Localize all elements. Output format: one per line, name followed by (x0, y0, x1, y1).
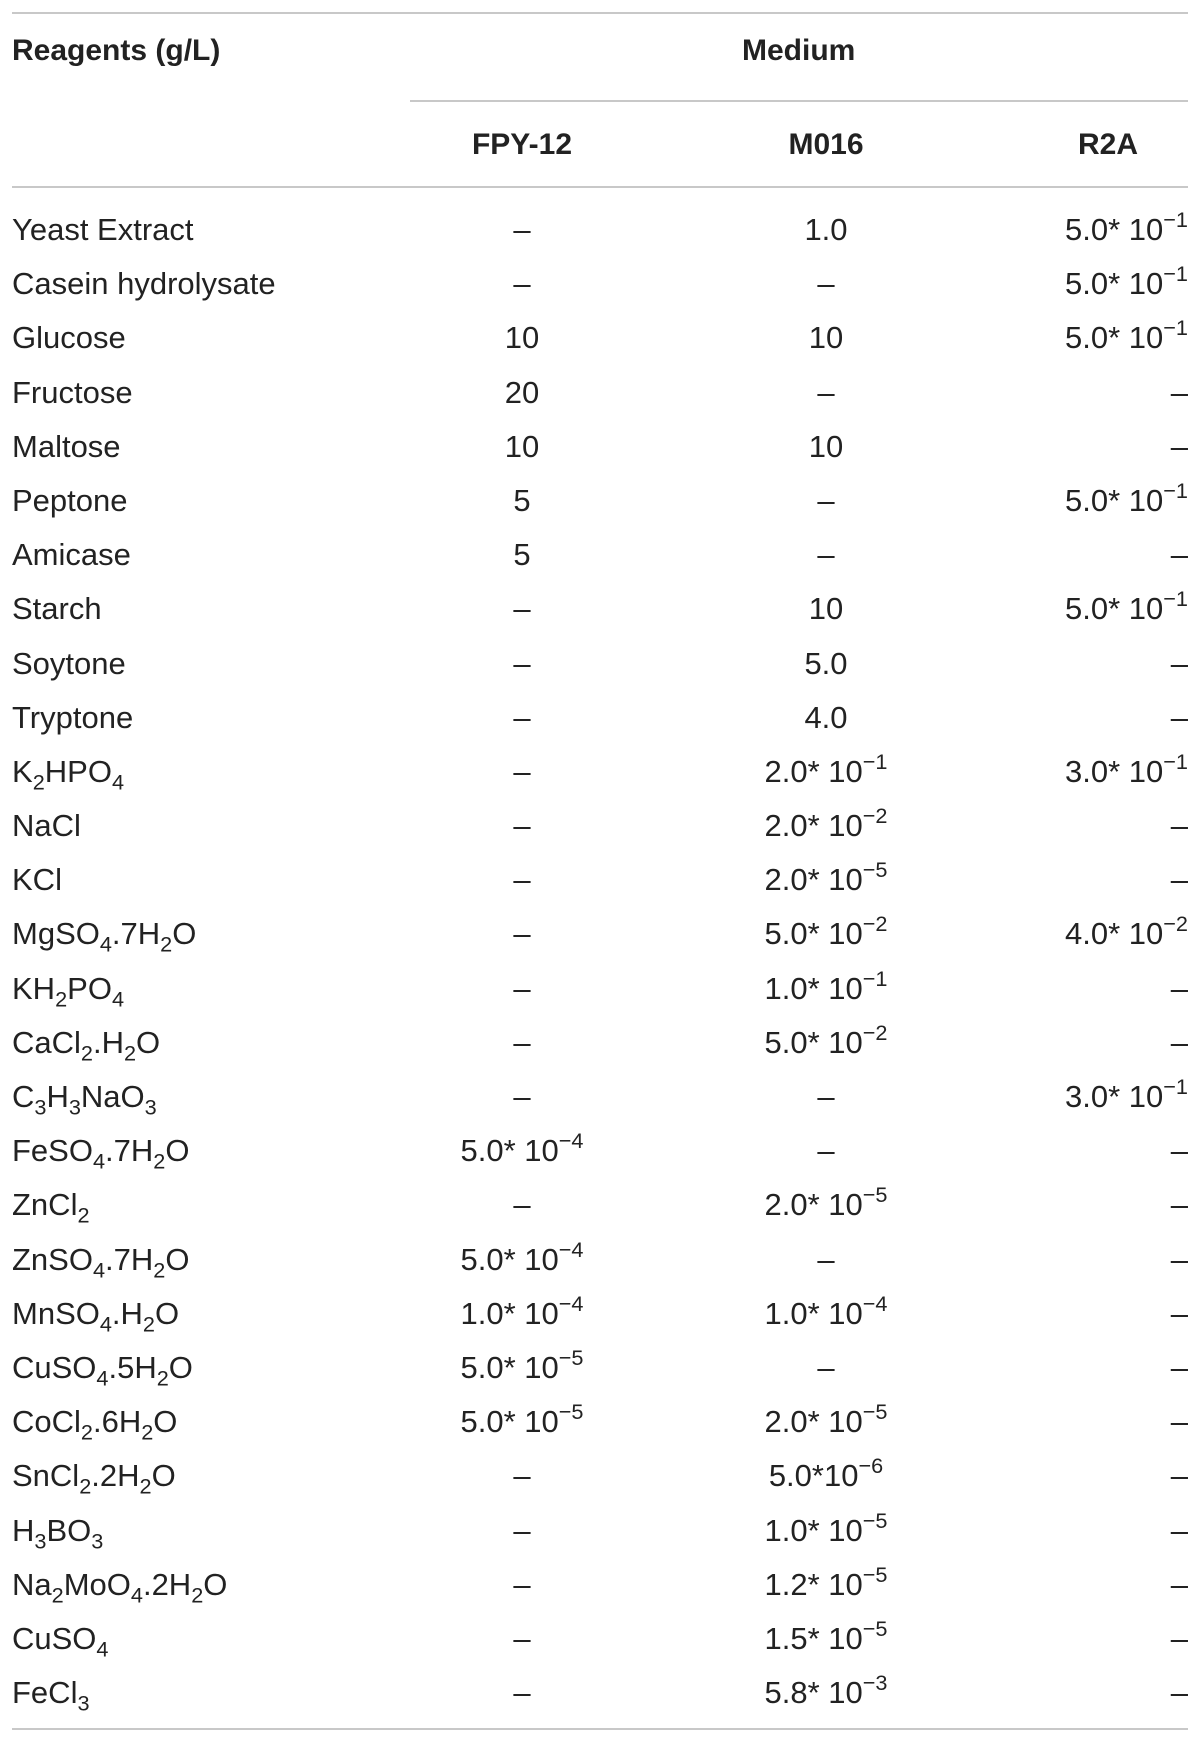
value-fpy12: 20 (504, 374, 540, 410)
reagent-name: $CuSO_4.5H_2O$ (12, 1349, 193, 1391)
value-m016: 2.0* $10^{-5}$ (764, 1399, 888, 1440)
value-fpy12: – (513, 591, 531, 627)
reagent-name: $FeSO_4.7H_2O$ (12, 1133, 190, 1174)
table-row (12, 1448, 1188, 1502)
table-row (12, 310, 1188, 364)
value-fpy12: – (513, 266, 531, 302)
table-body (12, 202, 1188, 1719)
table-row (12, 1503, 1188, 1557)
value-m016: – (817, 482, 835, 518)
reagent-name: $H_3BO_3$ (12, 1512, 104, 1554)
value-fpy12: – (513, 212, 531, 247)
value-r2a: – (1170, 1675, 1188, 1711)
value-m016: 10 (808, 591, 844, 627)
table-row (12, 527, 1188, 581)
value-r2a: – (1170, 1241, 1188, 1277)
reagent-name: NaCl (12, 808, 81, 844)
value-r2a: – (1170, 1024, 1188, 1060)
value-m016: 2.0* $10^{-5}$ (764, 1182, 888, 1223)
table-row (12, 1611, 1188, 1665)
value-r2a: – (1170, 645, 1188, 681)
reagent-name: CuSO$_4$ (12, 1620, 109, 1662)
value-fpy12: – (513, 1458, 531, 1494)
value-r2a: – (1170, 374, 1188, 410)
header-rule (12, 186, 1188, 188)
bottom-rule (12, 1728, 1188, 1730)
reagent-name: Starch (12, 591, 102, 627)
value-r2a: – (1170, 808, 1188, 844)
reagents-header: Reagents (g/L) (12, 34, 221, 67)
value-fpy12: – (513, 699, 531, 735)
table-row (12, 581, 1188, 635)
table-row (12, 1177, 1188, 1231)
table-row (12, 473, 1188, 527)
value-r2a: – (1170, 428, 1188, 464)
reagent-name: Glucose (12, 320, 126, 356)
value-m016: 2.0* $10^{-5}$ (764, 857, 888, 898)
value-r2a: 5.0* $10^{-1}$ (1065, 315, 1188, 356)
value-m016: $5.0*10^{-6}$ (768, 1453, 884, 1494)
table-row (12, 1123, 1188, 1177)
reagent-name: $SnCl_2.2H_2O$ (12, 1458, 176, 1499)
value-r2a: – (1170, 1458, 1188, 1494)
reagent-name: $K_2HPO_4$ (12, 753, 124, 795)
table-row (12, 1557, 1188, 1611)
value-fpy12: – (513, 1079, 531, 1114)
table-row (12, 202, 1188, 256)
value-fpy12: 5.0* $10^{-4}$ (460, 1236, 584, 1277)
table-row (12, 690, 1188, 744)
value-r2a: – (1170, 1133, 1188, 1169)
medium-rule (410, 100, 1188, 102)
value-fpy12: – (513, 970, 531, 1006)
value-m016: 1.0 (804, 212, 848, 247)
reagent-name: $CaCl_2.H_2O$ (12, 1024, 161, 1066)
value-r2a: – (1170, 537, 1188, 573)
value-r2a: – (1170, 1187, 1188, 1223)
value-r2a: 5.0* $10^{-1}$ (1065, 477, 1188, 518)
value-r2a: 3.0* $10^{-1}$ (1065, 1073, 1188, 1114)
value-fpy12: 10 (504, 320, 540, 356)
reagent-name: $KH_2PO_4$ (12, 970, 124, 1012)
value-m016: 1.0* $10^{-4}$ (764, 1290, 888, 1331)
reagent-name: $ZnSO_4.7H_2O$ (12, 1241, 190, 1283)
column-header-fpy12: FPY-12 (471, 128, 573, 161)
table-row (12, 1286, 1188, 1340)
value-m016: 5.0* $10^{-2}$ (764, 1019, 888, 1060)
value-fpy12: – (513, 1024, 531, 1060)
reagent-name: Tryptone (12, 699, 134, 735)
reagent-name: Casein hydrolysate (12, 266, 276, 302)
value-m016: 10 (808, 320, 844, 356)
value-m016: – (817, 1133, 835, 1169)
value-r2a: – (1170, 862, 1188, 898)
value-m016: 5.8* $10^{-3}$ (764, 1670, 888, 1711)
value-fpy12: – (513, 916, 531, 952)
value-r2a: – (1170, 1566, 1188, 1602)
value-fpy12: 5.0* $10^{-5}$ (460, 1399, 584, 1440)
reagent-name: Amicase (12, 537, 131, 573)
table-row (12, 419, 1188, 473)
table-row (12, 798, 1188, 852)
value-r2a: 4.0* $10^{-2}$ (1065, 911, 1188, 952)
reagent-name: Peptone (12, 482, 128, 518)
value-r2a: 5.0* $10^{-1}$ (1065, 586, 1188, 627)
value-fpy12: – (513, 1620, 531, 1656)
value-m016: 1.0* $10^{-1}$ (764, 965, 888, 1006)
value-fpy12: 10 (504, 428, 540, 464)
reagent-name: ZnCl$_2$ (12, 1187, 90, 1228)
value-m016: – (817, 1079, 835, 1114)
value-fpy12: – (513, 808, 531, 844)
value-fpy12: – (513, 753, 531, 789)
reagent-name: $CoCl_2.6H_2O$ (12, 1404, 178, 1445)
value-fpy12: – (513, 1512, 531, 1548)
value-r2a: – (1170, 1295, 1188, 1331)
value-r2a: 3.0* $10^{-1}$ (1065, 748, 1188, 789)
value-fpy12: – (513, 1187, 531, 1223)
value-r2a: 5.0* $10^{-1}$ (1065, 206, 1188, 247)
reagent-name: $MnSO_4.H_2O$ (12, 1295, 180, 1337)
medium-header: Medium (742, 34, 856, 67)
reagent-name: Fructose (12, 374, 133, 410)
table-row (12, 1232, 1188, 1286)
top-rule (12, 12, 1188, 14)
column-header-r2a: R2A (1077, 128, 1138, 161)
table-row (12, 1340, 1188, 1394)
value-fpy12: – (513, 1675, 531, 1711)
value-m016: – (817, 1349, 835, 1385)
value-fpy12: 5 (513, 537, 531, 573)
value-r2a: 5.0* $10^{-1}$ (1065, 261, 1188, 302)
reagent-name: $Na_2MoO_4.2H_2O$ (12, 1566, 228, 1608)
table-row (12, 961, 1188, 1015)
value-fpy12: 5.0* $10^{-4}$ (460, 1128, 584, 1169)
table-row (12, 1394, 1188, 1448)
value-m016: – (817, 374, 835, 410)
reagent-name: FeCl$_3$ (12, 1675, 90, 1716)
value-fpy12: – (513, 645, 531, 681)
table-row (12, 744, 1188, 798)
value-r2a: – (1170, 1620, 1188, 1656)
value-m016: 10 (808, 428, 844, 464)
value-r2a: – (1170, 1404, 1188, 1440)
value-m016: 1.5* $10^{-5}$ (764, 1615, 888, 1656)
value-fpy12: 5.0* $10^{-5}$ (460, 1344, 584, 1385)
table-row (12, 852, 1188, 906)
value-r2a: – (1170, 1349, 1188, 1385)
reagent-name: Soytone (12, 645, 126, 681)
value-m016: 2.0* $10^{-2}$ (764, 803, 888, 844)
value-fpy12: – (513, 862, 531, 898)
value-r2a: – (1170, 1512, 1188, 1548)
value-m016: 1.2* $10^{-5}$ (764, 1561, 888, 1602)
column-header-m016: M016 (788, 128, 864, 161)
table-row (12, 906, 1188, 960)
value-m016: 2.0* $10^{-1}$ (764, 748, 888, 789)
value-m016: 5.0 (804, 645, 848, 681)
table-row (12, 365, 1188, 419)
value-fpy12: – (513, 1566, 531, 1602)
reagent-name: Maltose (12, 428, 121, 464)
table-row (12, 1015, 1188, 1069)
value-m016: – (817, 537, 835, 573)
table-row (12, 1665, 1188, 1719)
value-m016: 4.0 (804, 699, 848, 735)
reagent-name: $C_3H_3NaO_3$ (12, 1079, 157, 1120)
value-fpy12: 1.0* $10^{-4}$ (460, 1290, 584, 1331)
value-r2a: – (1170, 970, 1188, 1006)
reagent-name: Yeast Extract (12, 212, 194, 247)
value-fpy12: 5 (513, 482, 531, 518)
value-m016: – (817, 1241, 835, 1277)
reagent-name: KCl (12, 862, 62, 898)
value-m016: 1.0* $10^{-5}$ (764, 1507, 888, 1548)
table-row (12, 636, 1188, 690)
reagent-name: $MgSO_4.7H_2O$ (12, 916, 197, 958)
table-row (12, 256, 1188, 310)
table-row (12, 1069, 1188, 1123)
value-m016: – (817, 266, 835, 302)
value-m016: 5.0* $10^{-2}$ (764, 911, 888, 952)
value-r2a: – (1170, 699, 1188, 735)
